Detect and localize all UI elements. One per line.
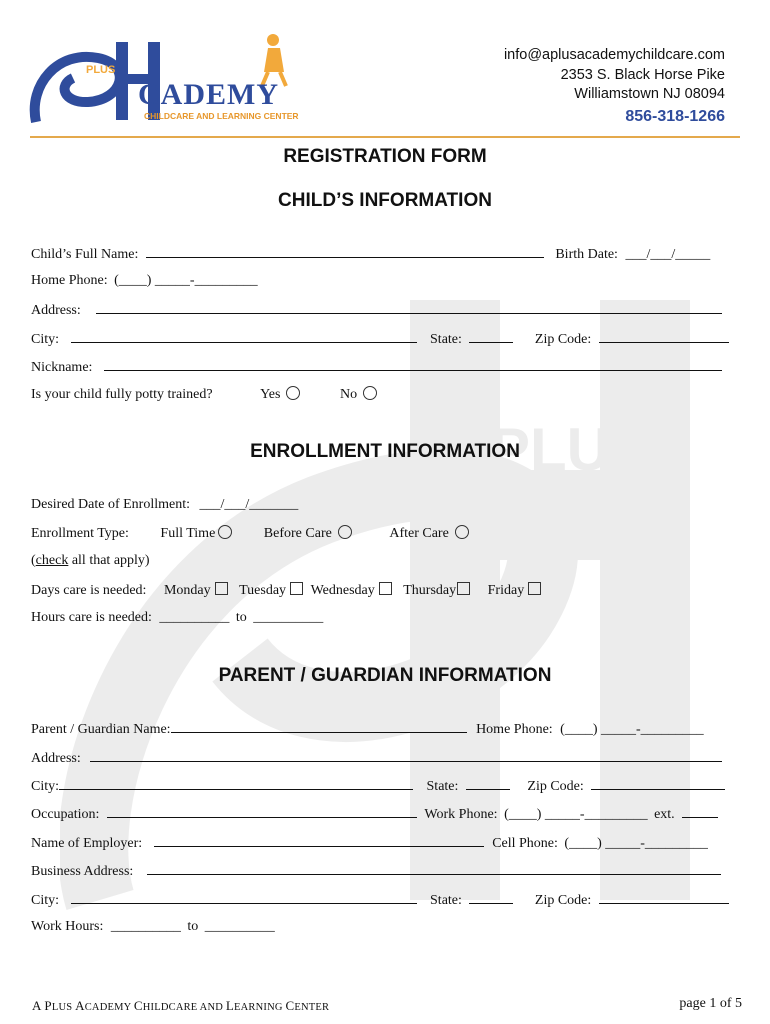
- header-divider: [30, 136, 740, 138]
- footer-part-small: ENTER: [294, 1002, 330, 1013]
- child-address-field[interactable]: [96, 301, 722, 314]
- day-monday-checkbox[interactable]: [215, 582, 228, 595]
- cell-phone-label: Cell Phone:: [492, 836, 558, 851]
- day-wednesday-label: Wednesday: [310, 583, 375, 598]
- enrollment-type-label: Enrollment Type:: [31, 526, 129, 541]
- child-address-row: [31, 301, 722, 319]
- footer-part: A: [75, 998, 85, 1013]
- potty-row: [31, 386, 377, 403]
- nickname-row: [31, 358, 722, 376]
- work-hours-to-field[interactable]: __________: [204, 919, 275, 934]
- home-phone-label: Home Phone:: [31, 273, 108, 288]
- potty-yes-label: Yes: [260, 387, 281, 402]
- footer-org-name: [32, 998, 329, 1014]
- contact-email[interactable]: info@aplusacademychildcare.com: [503, 47, 725, 63]
- work-phone-label: Work Phone:: [424, 807, 498, 822]
- child-zip-label: Zip Code:: [534, 332, 592, 347]
- day-friday-label: Friday: [487, 583, 525, 598]
- parent-name-field[interactable]: [171, 720, 467, 733]
- day-thursday-label: Thursday: [403, 583, 457, 598]
- home-phone-field[interactable]: (____) _____-_________: [114, 273, 258, 288]
- enrollment-heading: ENROLLMENT INFORMATION: [250, 441, 520, 462]
- academy-logo: [28, 30, 308, 130]
- occupation-row: [31, 805, 718, 823]
- contact-city: Williamstown NJ 08094: [574, 86, 725, 102]
- parent-state-label: State:: [426, 779, 459, 794]
- nickname-field[interactable]: [104, 358, 722, 371]
- child-state-field[interactable]: [469, 330, 513, 343]
- work-hours-row: [31, 919, 275, 935]
- parent-heading: PARENT / GUARDIAN INFORMATION: [218, 665, 552, 686]
- logo-plus: PLUS: [86, 64, 116, 76]
- work-phone-field[interactable]: (____) _____-_________: [504, 807, 648, 822]
- check-note-rest: all that apply): [68, 553, 150, 568]
- parent-address-row: [31, 749, 722, 767]
- potty-question: Is your child fully potty trained?: [31, 387, 213, 402]
- watermark-logo: [60, 280, 760, 920]
- desired-date-label: Desired Date of Enrollment:: [31, 497, 191, 512]
- type-before-care-label: Before Care: [263, 526, 332, 541]
- footer-part: A: [32, 998, 42, 1013]
- check-note: [31, 553, 150, 569]
- footer-part-small: CADEMY: [84, 1002, 134, 1013]
- employer-label: Name of Employer:: [31, 836, 143, 851]
- parent-address-field[interactable]: [90, 749, 722, 762]
- employer-field[interactable]: [154, 834, 484, 847]
- child-zip-field[interactable]: [599, 330, 729, 343]
- type-after-care-radio[interactable]: [455, 525, 469, 539]
- check-note-open: (: [31, 553, 36, 568]
- footer-part: C: [285, 998, 295, 1013]
- parent-city-field[interactable]: [59, 777, 413, 790]
- day-tuesday-label: Tuesday: [239, 583, 287, 598]
- footer-part: P: [44, 998, 52, 1013]
- birth-date-field[interactable]: ___/___/_____: [625, 247, 711, 262]
- hours-row: [31, 610, 323, 626]
- hours-to-label: to: [235, 610, 247, 625]
- contact-phone: 856-318-1266: [625, 107, 725, 125]
- form-title: REGISTRATION FORM: [283, 146, 487, 167]
- day-monday-label: Monday: [163, 583, 211, 598]
- work-hours-from-field[interactable]: __________: [110, 919, 181, 934]
- birth-date-label: Birth Date:: [555, 247, 618, 262]
- business-zip-label: Zip Code:: [534, 893, 592, 908]
- footer-part: C: [133, 998, 143, 1013]
- parent-name-label: Parent / Guardian Name:: [31, 722, 171, 737]
- enrollment-type-row: [31, 525, 469, 542]
- business-address-label: Business Address:: [31, 864, 134, 879]
- business-city-label: City:: [31, 893, 60, 908]
- hours-label: Hours care is needed:: [31, 610, 152, 625]
- parent-name-row: [31, 720, 704, 738]
- parent-home-phone-field[interactable]: (____) _____-_________: [560, 722, 704, 737]
- potty-no-radio[interactable]: [363, 386, 377, 400]
- parent-address-label: Address:: [31, 751, 81, 766]
- footer-part-small: HILDCARE AND: [142, 1002, 226, 1013]
- contact-info: [504, 46, 725, 126]
- child-name-row: [31, 245, 710, 263]
- business-state-label: State:: [430, 893, 462, 908]
- potty-yes-radio[interactable]: [286, 386, 300, 400]
- svg-text:PLUS: PLUS: [490, 416, 651, 483]
- type-full-time-radio[interactable]: [218, 525, 232, 539]
- business-address-field[interactable]: [147, 862, 721, 875]
- business-zip-field[interactable]: [599, 891, 729, 904]
- day-friday-checkbox[interactable]: [528, 582, 541, 595]
- child-city-label: City:: [31, 332, 60, 347]
- potty-no-label: No: [339, 387, 358, 402]
- type-full-time-label: Full Time: [160, 526, 216, 541]
- home-phone-row: [31, 273, 258, 289]
- type-before-care-radio[interactable]: [338, 525, 352, 539]
- days-label: Days care is needed:: [31, 583, 147, 598]
- business-city-row: [31, 891, 729, 909]
- business-address-row: [31, 862, 721, 880]
- ext-label: ext.: [654, 807, 675, 822]
- day-wednesday-checkbox[interactable]: [379, 582, 392, 595]
- footer-part: L: [225, 998, 234, 1013]
- parent-city-label: City:: [31, 779, 60, 794]
- child-name-field[interactable]: [146, 245, 544, 258]
- child-address-label: Address:: [31, 303, 81, 318]
- type-after-care-label: After Care: [389, 526, 449, 541]
- footer-part-small: LUS: [51, 1002, 76, 1013]
- day-thursday-checkbox[interactable]: [457, 582, 470, 595]
- parent-state-field[interactable]: [466, 777, 510, 790]
- desired-date-row: [31, 497, 298, 513]
- check-note-word: check: [35, 553, 69, 568]
- occupation-field[interactable]: [107, 805, 417, 818]
- days-row: [31, 582, 541, 599]
- work-hours-label: Work Hours:: [31, 919, 104, 934]
- nickname-label: Nickname:: [31, 360, 93, 375]
- child-city-field[interactable]: [71, 330, 417, 343]
- desired-date-field[interactable]: ___/___/_______: [199, 497, 299, 512]
- logo-tagline: CHILDCARE AND LEARNING CENTER: [144, 111, 299, 121]
- business-city-field[interactable]: [71, 891, 417, 904]
- occupation-label: Occupation:: [31, 807, 100, 822]
- parent-zip-label: Zip Code:: [527, 779, 584, 794]
- employer-row: [31, 834, 708, 852]
- child-city-row: [31, 330, 729, 348]
- contact-street: 2353 S. Black Horse Pike: [560, 66, 725, 83]
- parent-zip-field[interactable]: [591, 777, 725, 790]
- parent-home-phone-label: Home Phone:: [476, 722, 553, 737]
- logo-name: CADEMY: [138, 78, 279, 111]
- child-info-heading: CHILD’S INFORMATION: [278, 190, 492, 211]
- footer-part-small: EARNING: [234, 1002, 286, 1013]
- hours-from-field[interactable]: __________: [159, 610, 230, 625]
- child-name-label: Child’s Full Name:: [31, 247, 139, 262]
- child-state-label: State:: [430, 332, 462, 347]
- day-tuesday-checkbox[interactable]: [290, 582, 303, 595]
- page-number: page 1 of 5: [679, 996, 742, 1011]
- work-hours-to-label: to: [187, 919, 199, 934]
- parent-city-row: [31, 777, 725, 795]
- hours-to-field[interactable]: __________: [253, 610, 324, 625]
- business-state-field[interactable]: [469, 891, 513, 904]
- cell-phone-field[interactable]: (____) _____-_________: [564, 836, 708, 851]
- ext-field[interactable]: [682, 805, 718, 818]
